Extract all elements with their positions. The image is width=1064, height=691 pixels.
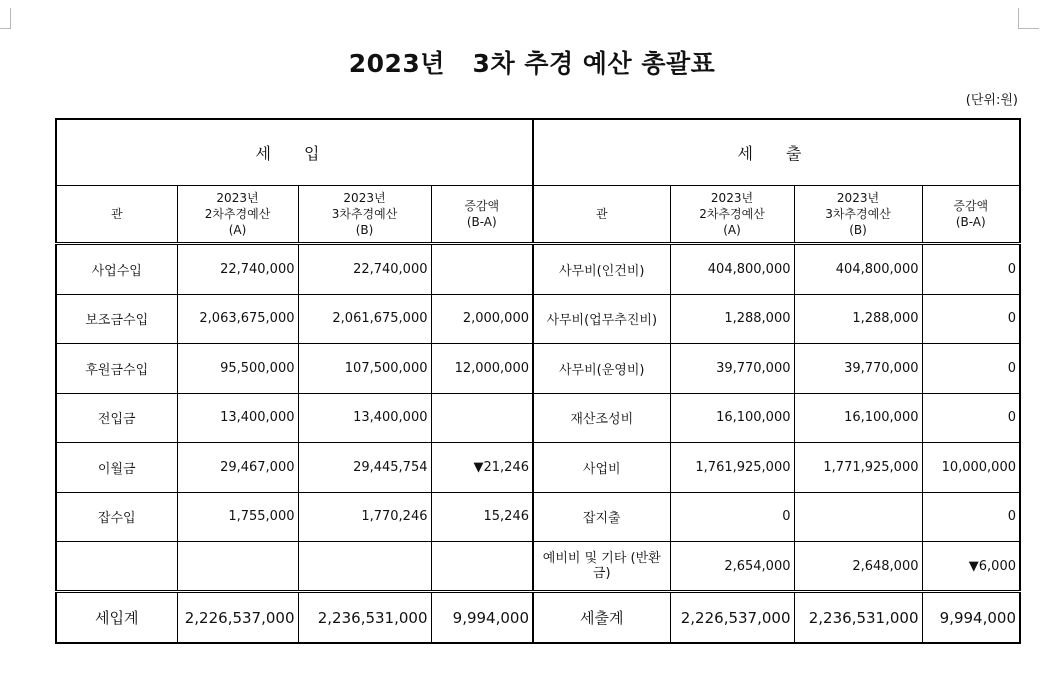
income-name-cell: 전입금 bbox=[56, 393, 177, 442]
income-col-b-header: 2023년 3차추경예산 (B) bbox=[298, 185, 431, 244]
expense-b-cell: 16,100,000 bbox=[794, 393, 922, 442]
expense-name-cell: 사무비(업무추진비) bbox=[533, 294, 670, 343]
expense-category-header: 관 bbox=[533, 185, 670, 244]
income-total-b: 2,236,531,000 bbox=[298, 592, 431, 643]
expense-b-cell: 1,288,000 bbox=[794, 294, 922, 343]
expense-total-b: 2,236,531,000 bbox=[794, 592, 922, 643]
expense-diff-cell: 0 bbox=[922, 294, 1020, 343]
income-b-cell: 2,061,675,000 bbox=[298, 294, 431, 343]
document-title: 2023년 3차 추경 예산 총괄표 bbox=[348, 49, 716, 78]
income-section-header: 세 입 bbox=[56, 119, 533, 185]
expense-diff-cell: 0 bbox=[922, 344, 1020, 393]
expense-name-cell: 사무비(인건비) bbox=[533, 244, 670, 294]
table-row bbox=[56, 393, 1020, 442]
income-total-diff: 9,994,000 bbox=[431, 592, 533, 643]
page-corner-marker bbox=[0, 8, 11, 29]
expense-name-cell: 사업비 bbox=[533, 443, 670, 492]
expense-section-header: 세 출 bbox=[533, 119, 1020, 185]
income-diff-cell: 12,000,000 bbox=[431, 344, 533, 393]
income-name-cell: 보조금수입 bbox=[56, 294, 177, 343]
expense-col-b-header: 2023년 3차추경예산 (B) bbox=[794, 185, 922, 244]
income-total-label: 세입계 bbox=[56, 592, 177, 643]
income-b-cell: 29,445,754 bbox=[298, 443, 431, 492]
expense-diff-cell: ▼6,000 bbox=[922, 541, 1020, 591]
expense-b-cell: 39,770,000 bbox=[794, 344, 922, 393]
income-total-a: 2,226,537,000 bbox=[177, 592, 298, 643]
expense-diff-cell: 0 bbox=[922, 244, 1020, 294]
page-corner-marker bbox=[1018, 8, 1039, 29]
expense-diff-cell: 10,000,000 bbox=[922, 443, 1020, 492]
income-diff-cell bbox=[431, 393, 533, 442]
table-row bbox=[56, 344, 1020, 393]
income-diff-cell: 15,246 bbox=[431, 492, 533, 541]
expense-b-cell: 2,648,000 bbox=[794, 541, 922, 591]
expense-a-cell: 39,770,000 bbox=[670, 344, 794, 393]
expense-total-diff: 9,994,000 bbox=[922, 592, 1020, 643]
expense-name-cell: 잡지출 bbox=[533, 492, 670, 541]
income-a-cell: 29,467,000 bbox=[177, 443, 298, 492]
income-a-cell: 13,400,000 bbox=[177, 393, 298, 442]
table-row bbox=[56, 443, 1020, 492]
table-row bbox=[56, 244, 1020, 294]
expense-col-a-header: 2023년 2차추경예산 (A) bbox=[670, 185, 794, 244]
table-row bbox=[56, 541, 1020, 591]
expense-total-label: 세출계 bbox=[533, 592, 670, 643]
budget-summary-table bbox=[55, 118, 1021, 644]
income-a-cell: 22,740,000 bbox=[177, 244, 298, 294]
unit-label: (단위:원) bbox=[965, 93, 1018, 108]
expense-a-cell: 1,288,000 bbox=[670, 294, 794, 343]
income-col-a-header: 2023년 2차추경예산 (A) bbox=[177, 185, 298, 244]
expense-b-cell: 1,771,925,000 bbox=[794, 443, 922, 492]
income-name-cell: 후원금수입 bbox=[56, 344, 177, 393]
income-diff-cell: ▼21,246 bbox=[431, 443, 533, 492]
income-diff-cell: 2,000,000 bbox=[431, 294, 533, 343]
income-b-cell bbox=[298, 541, 431, 591]
expense-name-cell: 사무비(운영비) bbox=[533, 344, 670, 393]
expense-a-cell: 2,654,000 bbox=[670, 541, 794, 591]
column-header-row bbox=[56, 185, 1020, 244]
expense-b-cell bbox=[794, 492, 922, 541]
expense-total-a: 2,226,537,000 bbox=[670, 592, 794, 643]
table-row bbox=[56, 492, 1020, 541]
income-a-cell bbox=[177, 541, 298, 591]
income-name-cell: 이월금 bbox=[56, 443, 177, 492]
income-a-cell: 2,063,675,000 bbox=[177, 294, 298, 343]
expense-a-cell: 16,100,000 bbox=[670, 393, 794, 442]
income-diff-cell bbox=[431, 244, 533, 294]
expense-a-cell: 0 bbox=[670, 492, 794, 541]
income-a-cell: 1,755,000 bbox=[177, 492, 298, 541]
income-name-cell: 잡수입 bbox=[56, 492, 177, 541]
expense-b-cell: 404,800,000 bbox=[794, 244, 922, 294]
income-a-cell: 95,500,000 bbox=[177, 344, 298, 393]
expense-diff-cell: 0 bbox=[922, 492, 1020, 541]
total-row bbox=[56, 592, 1020, 643]
expense-name-cell: 재산조성비 bbox=[533, 393, 670, 442]
income-category-header: 관 bbox=[56, 185, 177, 244]
section-header-row bbox=[56, 119, 1020, 185]
expense-diff-cell: 0 bbox=[922, 393, 1020, 442]
expense-name-cell: 예비비 및 기타 (반환금) bbox=[533, 541, 670, 591]
income-b-cell: 13,400,000 bbox=[298, 393, 431, 442]
expense-a-cell: 1,761,925,000 bbox=[670, 443, 794, 492]
income-b-cell: 22,740,000 bbox=[298, 244, 431, 294]
income-b-cell: 107,500,000 bbox=[298, 344, 431, 393]
table-row bbox=[56, 294, 1020, 343]
income-diff-header: 증감액 (B-A) bbox=[431, 185, 533, 244]
income-diff-cell bbox=[431, 541, 533, 591]
expense-a-cell: 404,800,000 bbox=[670, 244, 794, 294]
income-b-cell: 1,770,246 bbox=[298, 492, 431, 541]
income-name-cell bbox=[56, 541, 177, 591]
income-name-cell: 사업수입 bbox=[56, 244, 177, 294]
expense-diff-header: 증감액 (B-A) bbox=[922, 185, 1020, 244]
